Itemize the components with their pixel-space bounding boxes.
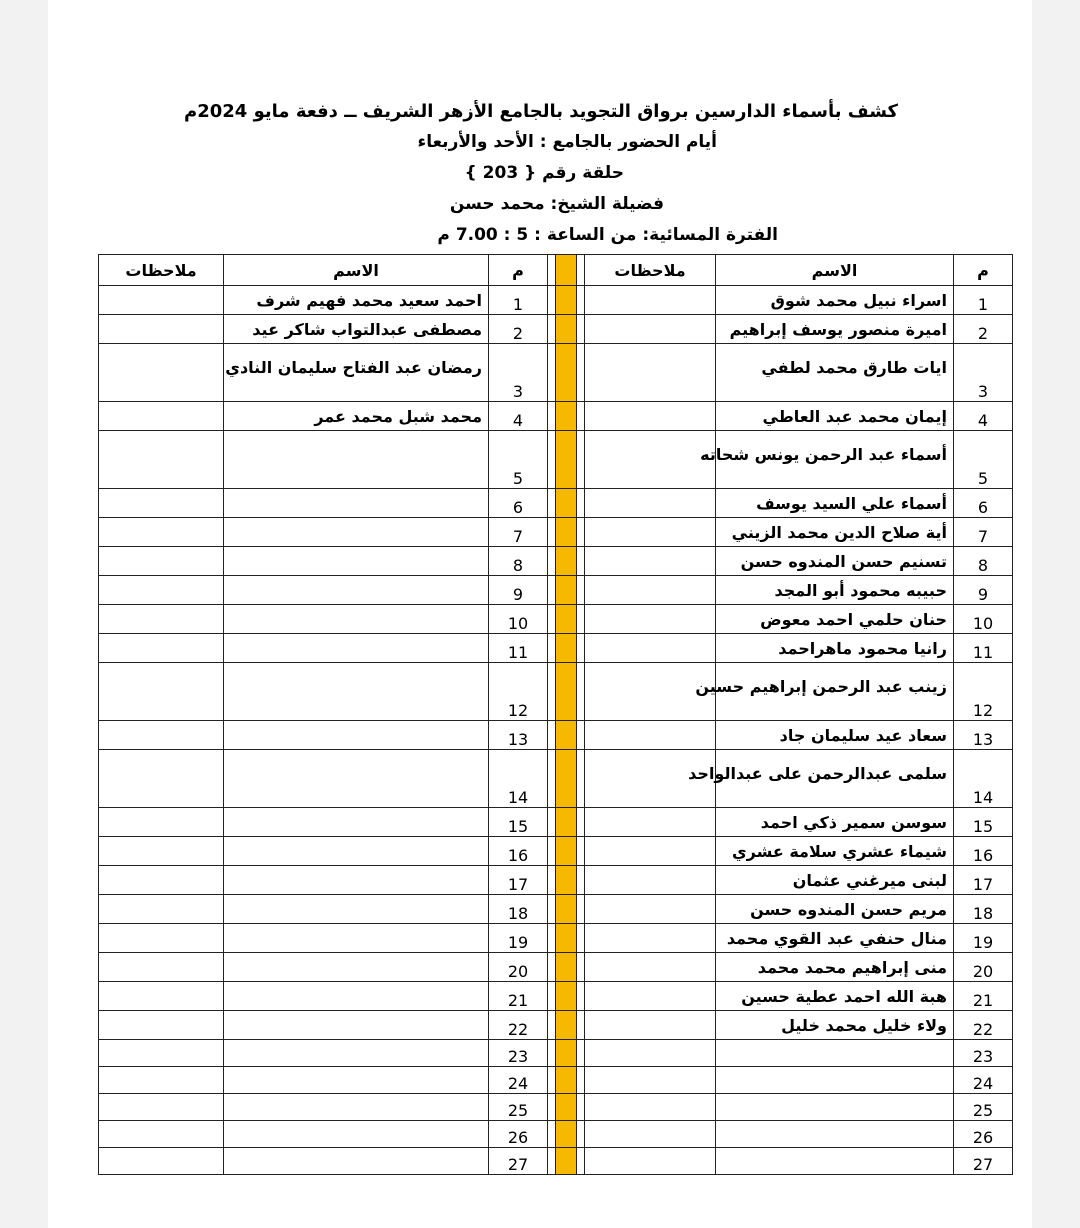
column-gap <box>548 489 556 518</box>
left-student-name <box>224 431 489 489</box>
left-notes-cell <box>99 344 224 402</box>
left-student-name <box>224 489 489 518</box>
right-row-number: 21 <box>954 982 1013 1011</box>
column-gap <box>577 982 585 1011</box>
left-row-number: 11 <box>489 634 548 663</box>
yellow-divider-bar <box>556 1067 577 1094</box>
left-student-name <box>224 721 489 750</box>
right-row-number: 7 <box>954 518 1013 547</box>
column-gap <box>548 255 556 286</box>
column-gap <box>577 808 585 837</box>
right-student-name: اسراء نبيل محمد شوق <box>716 286 954 315</box>
right-notes-cell <box>585 1067 716 1094</box>
yellow-divider-bar <box>556 489 577 518</box>
right-student-name: سوسن سمير ذكي احمد <box>716 808 954 837</box>
column-gap <box>548 605 556 634</box>
right-student-name <box>716 1094 954 1121</box>
yellow-divider-bar <box>556 518 577 547</box>
right-row-number: 5 <box>954 431 1013 489</box>
left-row-number: 3 <box>489 344 548 402</box>
left-row-number: 8 <box>489 547 548 576</box>
column-gap <box>548 866 556 895</box>
table-row <box>99 489 1013 518</box>
right-row-number: 12 <box>954 663 1013 721</box>
right-notes-cell <box>585 1148 716 1175</box>
right-row-number: 26 <box>954 1121 1013 1148</box>
right-notes-cell <box>585 924 716 953</box>
right-row-number: 4 <box>954 402 1013 431</box>
right-student-name <box>716 1040 954 1067</box>
column-gap <box>577 344 585 402</box>
table-row <box>99 634 1013 663</box>
right-student-name: أية صلاح الدين محمد الزيني <box>716 518 954 547</box>
yellow-divider-bar <box>556 315 577 344</box>
left-student-name <box>224 895 489 924</box>
left-notes-cell <box>99 1121 224 1148</box>
left-row-number: 4 <box>489 402 548 431</box>
table-row <box>99 1067 1013 1094</box>
left-row-number: 27 <box>489 1148 548 1175</box>
right-row-number: 18 <box>954 895 1013 924</box>
circle-number: حلقة رقم { 203 } <box>464 163 624 183</box>
right-notes-cell <box>585 344 716 402</box>
column-gap <box>548 982 556 1011</box>
column-gap <box>577 576 585 605</box>
right-student-name <box>716 1121 954 1148</box>
left-notes-cell <box>99 634 224 663</box>
table-row <box>99 518 1013 547</box>
left-notes-cell <box>99 750 224 808</box>
right-student-name: ايات طارق محمد لطفي <box>716 344 954 402</box>
right-notes-cell <box>585 634 716 663</box>
table-row <box>99 982 1013 1011</box>
column-gap <box>577 1067 585 1094</box>
left-notes-cell <box>99 1094 224 1121</box>
yellow-divider-bar <box>556 982 577 1011</box>
left-student-name: محمد شبل محمد عمر <box>224 402 489 431</box>
right-notes-cell <box>585 489 716 518</box>
left-row-number: 19 <box>489 924 548 953</box>
right-row-number: 24 <box>954 1067 1013 1094</box>
left-notes-cell <box>99 721 224 750</box>
column-gap <box>548 315 556 344</box>
right-student-name: منى إبراهيم محمد محمد <box>716 953 954 982</box>
column-gap <box>548 576 556 605</box>
column-gap <box>548 518 556 547</box>
column-gap <box>548 953 556 982</box>
right-row-number: 3 <box>954 344 1013 402</box>
column-gap <box>577 1040 585 1067</box>
right-notes-cell <box>585 837 716 866</box>
column-gap <box>548 895 556 924</box>
left-student-name <box>224 518 489 547</box>
yellow-divider-bar <box>556 634 577 663</box>
column-gap <box>577 663 585 721</box>
evening-period: الفترة المسائية: من الساعة : 5 : 7.00 م <box>437 225 778 245</box>
left-student-name <box>224 1094 489 1121</box>
right-notes-cell <box>585 1011 716 1040</box>
yellow-divider-bar <box>556 924 577 953</box>
table-row <box>99 953 1013 982</box>
yellow-divider-bar <box>556 1094 577 1121</box>
column-gap <box>577 489 585 518</box>
left-notes-cell <box>99 895 224 924</box>
right-student-name: حبيبه محمود أبو المجد <box>716 576 954 605</box>
column-gap <box>548 1067 556 1094</box>
left-notes-cell <box>99 286 224 315</box>
column-gap <box>548 721 556 750</box>
column-gap <box>548 808 556 837</box>
left-student-name: رمضان عبد الفتاح سليمان النادي <box>224 344 489 402</box>
right-row-number: 15 <box>954 808 1013 837</box>
column-gap <box>548 837 556 866</box>
right-row-number: 20 <box>954 953 1013 982</box>
left-row-number: 15 <box>489 808 548 837</box>
left-student-name <box>224 576 489 605</box>
table-row <box>99 1040 1013 1067</box>
document-header <box>48 96 1032 251</box>
yellow-divider-bar <box>556 605 577 634</box>
column-gap <box>548 634 556 663</box>
right-row-number: 1 <box>954 286 1013 315</box>
yellow-divider-bar <box>556 808 577 837</box>
table-row <box>99 1121 1013 1148</box>
left-student-name <box>224 663 489 721</box>
table-row <box>99 1148 1013 1175</box>
table-row <box>99 344 1013 402</box>
table-row <box>99 605 1013 634</box>
yellow-divider-bar <box>556 953 577 982</box>
column-gap <box>577 402 585 431</box>
left-student-name <box>224 924 489 953</box>
left-row-number: 24 <box>489 1067 548 1094</box>
column-gap <box>548 663 556 721</box>
right-row-number: 13 <box>954 721 1013 750</box>
right-row-number: 2 <box>954 315 1013 344</box>
right-student-name: ولاء خليل محمد خليل <box>716 1011 954 1040</box>
yellow-divider-bar <box>556 576 577 605</box>
left-student-name <box>224 547 489 576</box>
column-gap <box>548 1011 556 1040</box>
right-student-name: هبة الله احمد عطية حسين <box>716 982 954 1011</box>
document-title: كشف بأسماء الدارسين برواق التجويد بالجامع الأزهر الشريف ــ دفعة مايو 2024م <box>184 101 898 122</box>
right-student-name <box>716 1067 954 1094</box>
table-row <box>99 1094 1013 1121</box>
left-student-name <box>224 1121 489 1148</box>
table-row <box>99 808 1013 837</box>
left-row-number: 22 <box>489 1011 548 1040</box>
table-row <box>99 315 1013 344</box>
left-student-name <box>224 808 489 837</box>
right-notes-cell <box>585 605 716 634</box>
column-gap <box>548 344 556 402</box>
table-row <box>99 924 1013 953</box>
left-student-name <box>224 634 489 663</box>
yellow-divider-bar <box>556 402 577 431</box>
column-header-num-left: م <box>489 255 548 286</box>
column-gap <box>577 255 585 286</box>
right-notes-cell <box>585 518 716 547</box>
right-row-number: 9 <box>954 576 1013 605</box>
right-notes-cell <box>585 1040 716 1067</box>
column-gap <box>577 518 585 547</box>
yellow-divider-bar <box>556 1121 577 1148</box>
table-header-row <box>99 255 1013 286</box>
yellow-divider-bar <box>556 255 577 286</box>
left-row-number: 16 <box>489 837 548 866</box>
yellow-divider-bar <box>556 547 577 576</box>
table-row <box>99 431 1013 489</box>
column-header-notes-left: ملاحظات <box>99 255 224 286</box>
column-gap <box>577 953 585 982</box>
right-student-name: حنان حلمي احمد معوض <box>716 605 954 634</box>
column-gap <box>577 1121 585 1148</box>
right-row-number: 19 <box>954 924 1013 953</box>
left-notes-cell <box>99 518 224 547</box>
column-gap <box>577 895 585 924</box>
students-table <box>98 254 1013 1175</box>
left-student-name <box>224 750 489 808</box>
column-gap <box>577 924 585 953</box>
left-notes-cell <box>99 431 224 489</box>
left-student-name: احمد سعيد محمد فهيم شرف <box>224 286 489 315</box>
left-notes-cell <box>99 547 224 576</box>
right-student-name: سلمى عبدالرحمن على عبدالواحد <box>716 750 954 808</box>
column-gap <box>577 721 585 750</box>
right-row-number: 23 <box>954 1040 1013 1067</box>
right-student-name <box>716 1148 954 1175</box>
table-row <box>99 1011 1013 1040</box>
column-gap <box>548 286 556 315</box>
right-row-number: 14 <box>954 750 1013 808</box>
left-notes-cell <box>99 924 224 953</box>
right-row-number: 17 <box>954 866 1013 895</box>
right-row-number: 22 <box>954 1011 1013 1040</box>
left-row-number: 21 <box>489 982 548 1011</box>
left-row-number: 2 <box>489 315 548 344</box>
right-student-name: إيمان محمد عبد العاطي <box>716 402 954 431</box>
left-student-name <box>224 1011 489 1040</box>
right-student-name: زينب عبد الرحمن إبراهيم حسين <box>716 663 954 721</box>
column-gap <box>548 1121 556 1148</box>
right-row-number: 16 <box>954 837 1013 866</box>
left-notes-cell <box>99 982 224 1011</box>
table-row <box>99 402 1013 431</box>
left-row-number: 18 <box>489 895 548 924</box>
column-gap <box>577 605 585 634</box>
table-row <box>99 866 1013 895</box>
table-row <box>99 547 1013 576</box>
column-gap <box>577 315 585 344</box>
left-notes-cell <box>99 1040 224 1067</box>
left-notes-cell <box>99 605 224 634</box>
left-notes-cell <box>99 402 224 431</box>
yellow-divider-bar <box>556 344 577 402</box>
yellow-divider-bar <box>556 286 577 315</box>
left-notes-cell <box>99 663 224 721</box>
left-row-number: 14 <box>489 750 548 808</box>
right-notes-cell <box>585 1121 716 1148</box>
left-student-name <box>224 1148 489 1175</box>
right-notes-cell <box>585 982 716 1011</box>
column-gap <box>577 837 585 866</box>
column-gap <box>548 547 556 576</box>
left-notes-cell <box>99 866 224 895</box>
right-row-number: 6 <box>954 489 1013 518</box>
column-gap <box>577 634 585 663</box>
right-student-name: منال حنفي عبد القوي محمد <box>716 924 954 953</box>
yellow-divider-bar <box>556 750 577 808</box>
left-row-number: 23 <box>489 1040 548 1067</box>
yellow-divider-bar <box>556 866 577 895</box>
right-student-name: أسماء علي السيد يوسف <box>716 489 954 518</box>
left-student-name <box>224 837 489 866</box>
right-student-name: سعاد عيد سليمان جاد <box>716 721 954 750</box>
right-row-number: 27 <box>954 1148 1013 1175</box>
column-gap <box>548 1148 556 1175</box>
right-notes-cell <box>585 431 716 489</box>
left-student-name <box>224 953 489 982</box>
left-student-name: مصطفى عبدالتواب شاكر عيد <box>224 315 489 344</box>
column-header-name-right: الاسم <box>716 255 954 286</box>
left-row-number: 5 <box>489 431 548 489</box>
attendance-days: أيام الحضور بالجامع : الأحد والأربعاء <box>417 132 717 152</box>
sheikh-name: فضيلة الشيخ: محمد حسن <box>449 194 664 214</box>
table-row <box>99 663 1013 721</box>
right-student-name: لبنى ميرغني عثمان <box>716 866 954 895</box>
right-notes-cell <box>585 402 716 431</box>
left-notes-cell <box>99 1067 224 1094</box>
column-gap <box>548 750 556 808</box>
column-gap <box>577 547 585 576</box>
right-row-number: 25 <box>954 1094 1013 1121</box>
yellow-divider-bar <box>556 431 577 489</box>
yellow-divider-bar <box>556 837 577 866</box>
left-row-number: 25 <box>489 1094 548 1121</box>
table-row <box>99 895 1013 924</box>
right-notes-cell <box>585 953 716 982</box>
column-gap <box>548 1094 556 1121</box>
column-gap <box>577 431 585 489</box>
right-notes-cell <box>585 808 716 837</box>
right-notes-cell <box>585 1094 716 1121</box>
right-student-name: مريم حسن المندوه حسن <box>716 895 954 924</box>
column-gap <box>548 431 556 489</box>
column-gap <box>577 286 585 315</box>
left-notes-cell <box>99 1148 224 1175</box>
left-row-number: 1 <box>489 286 548 315</box>
column-header-num-right: م <box>954 255 1013 286</box>
right-row-number: 8 <box>954 547 1013 576</box>
table-row <box>99 750 1013 808</box>
right-student-name: أسماء عبد الرحمن يونس شحاته <box>716 431 954 489</box>
yellow-divider-bar <box>556 1011 577 1040</box>
right-student-name: تسنيم حسن المندوه حسن <box>716 547 954 576</box>
column-gap <box>548 924 556 953</box>
left-row-number: 7 <box>489 518 548 547</box>
column-gap <box>577 1148 585 1175</box>
table-row <box>99 576 1013 605</box>
yellow-divider-bar <box>556 1148 577 1175</box>
column-gap <box>577 750 585 808</box>
left-student-name <box>224 605 489 634</box>
yellow-divider-bar <box>556 663 577 721</box>
yellow-divider-bar <box>556 721 577 750</box>
left-notes-cell <box>99 808 224 837</box>
left-row-number: 9 <box>489 576 548 605</box>
left-row-number: 20 <box>489 953 548 982</box>
left-notes-cell <box>99 953 224 982</box>
left-notes-cell <box>99 576 224 605</box>
column-gap <box>548 402 556 431</box>
right-student-name: اميرة منصور يوسف إبراهيم <box>716 315 954 344</box>
right-notes-cell <box>585 576 716 605</box>
left-row-number: 6 <box>489 489 548 518</box>
right-notes-cell <box>585 286 716 315</box>
right-notes-cell <box>585 547 716 576</box>
left-notes-cell <box>99 837 224 866</box>
right-student-name: شيماء عشري سلامة عشري <box>716 837 954 866</box>
column-gap <box>548 1040 556 1067</box>
left-notes-cell <box>99 315 224 344</box>
left-student-name <box>224 1040 489 1067</box>
table-row <box>99 837 1013 866</box>
table-row <box>99 286 1013 315</box>
yellow-divider-bar <box>556 1040 577 1067</box>
right-row-number: 10 <box>954 605 1013 634</box>
right-student-name: رانيا محمود ماهراحمد <box>716 634 954 663</box>
left-notes-cell <box>99 1011 224 1040</box>
column-header-notes-right: ملاحظات <box>585 255 716 286</box>
left-student-name <box>224 866 489 895</box>
column-header-name-left: الاسم <box>224 255 489 286</box>
yellow-divider-bar <box>556 895 577 924</box>
table-row <box>99 721 1013 750</box>
left-student-name <box>224 982 489 1011</box>
left-row-number: 10 <box>489 605 548 634</box>
left-row-number: 17 <box>489 866 548 895</box>
right-notes-cell <box>585 721 716 750</box>
left-notes-cell <box>99 489 224 518</box>
right-row-number: 11 <box>954 634 1013 663</box>
left-student-name <box>224 1067 489 1094</box>
column-gap <box>577 1094 585 1121</box>
left-row-number: 26 <box>489 1121 548 1148</box>
right-notes-cell <box>585 315 716 344</box>
right-notes-cell <box>585 895 716 924</box>
column-gap <box>577 866 585 895</box>
left-row-number: 13 <box>489 721 548 750</box>
left-row-number: 12 <box>489 663 548 721</box>
column-gap <box>577 1011 585 1040</box>
right-notes-cell <box>585 866 716 895</box>
